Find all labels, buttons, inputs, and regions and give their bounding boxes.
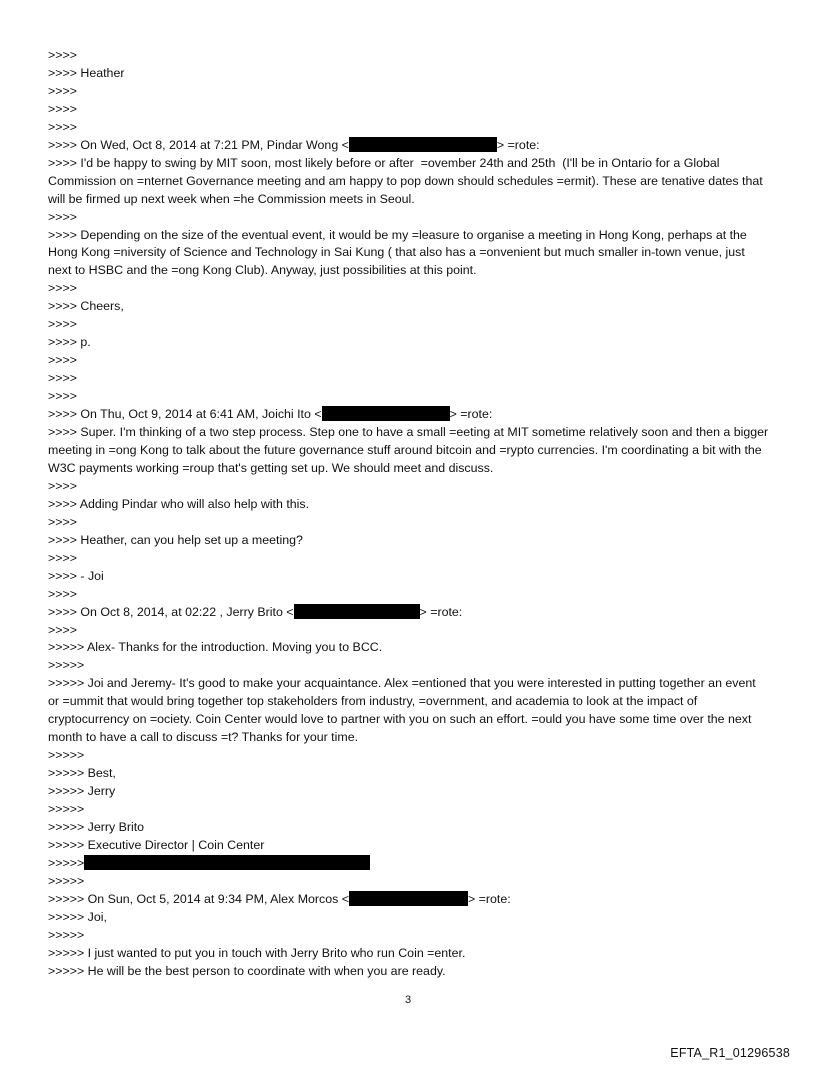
email-line: >>>> bbox=[48, 281, 77, 296]
email-line: >>>>> Joi, bbox=[48, 909, 107, 924]
line-text-after-redaction: > =rote: bbox=[449, 407, 493, 422]
email-line: >>>>> I just wanted to put you in touch with Jerry Brito who run Coin =enter. bbox=[48, 945, 466, 960]
line-text-after-redaction: > =rote: bbox=[496, 137, 540, 152]
email-line: >>>> I'd be happy to swing by MIT soon, most likely before or after =ovember 24th and 25th (I'll be in Ontario for a Global Commission on =nternet Governance meeting and am happy to pop down should schedules =ermit). These are tenative dates that will be firmed up next week when =he Commission meets in Seoul. bbox=[48, 155, 767, 206]
email-line: >>>> bbox=[48, 101, 77, 116]
email-line: >>>> bbox=[48, 586, 77, 601]
email-line: >>>> bbox=[48, 353, 77, 368]
email-line: >>>>> He will be the best person to coordinate with when you are ready. bbox=[48, 963, 446, 978]
email-line bbox=[48, 137, 770, 155]
email-line: >>>>> Best, bbox=[48, 766, 116, 781]
email-line: >>>> Depending on the size of the eventual event, it would be my =leasure to organise a meeting in Hong Kong, perhaps at the Hong Kong =niversity of Science and Technology in Sai Kung ( that also has a =onvenient but much smaller in-town venue, just next to HSBC and the =ong Kong Club). Anyway, just possibilities at this point. bbox=[48, 227, 751, 278]
line-text-before-redaction: >>>>> On Sun, Oct 5, 2014 at 9:34 PM, Alex Morcos < bbox=[48, 891, 349, 906]
email-line bbox=[48, 406, 770, 424]
email-line: >>>> p. bbox=[48, 335, 91, 350]
redaction-bar bbox=[349, 891, 468, 906]
email-line: >>>>> bbox=[48, 927, 85, 942]
email-line: >>>> - Joi bbox=[48, 568, 104, 583]
email-line: >>>>> Jerry Brito bbox=[48, 819, 145, 834]
email-line: >>>>> bbox=[48, 658, 85, 673]
email-line: >>>> bbox=[48, 514, 77, 529]
email-line: >>>> Adding Pindar who will also help with this. bbox=[48, 496, 310, 511]
redaction-bar bbox=[322, 406, 450, 421]
email-line: >>>> bbox=[48, 209, 77, 224]
email-line bbox=[48, 604, 770, 622]
line-text-after-redaction: > =rote: bbox=[468, 891, 511, 906]
line-text-after-redaction: > =rote: bbox=[419, 604, 463, 619]
email-line bbox=[48, 891, 770, 909]
line-text-before-redaction: >>>> On Thu, Oct 9, 2014 at 6:41 AM, Joichi Ito < bbox=[48, 407, 322, 422]
email-line: >>>> bbox=[48, 48, 77, 62]
email-line: >>>>> Executive Director | Coin Center bbox=[48, 837, 265, 852]
redaction-bar bbox=[84, 855, 370, 870]
email-line: >>>> bbox=[48, 550, 77, 565]
email-thread-body bbox=[48, 47, 770, 981]
line-text-before-redaction: >>>>> bbox=[48, 855, 85, 870]
email-line: >>>> bbox=[48, 119, 77, 134]
email-line: >>>>> Joi and Jeremy- It's good to make your acquaintance. Alex =entioned that you were interested in putting together an event or =ummit that would bring together top stakeholders from industry, =overnment, and academia to look at the impact of cryptocurrency on =ociety. Coin Center would love to partner with you on such an effort. =ould you have some time over the next month to have a call to discuss =t? Thanks for your time. bbox=[48, 676, 760, 745]
email-line: >>>> bbox=[48, 317, 77, 332]
email-line: >>>>> bbox=[48, 802, 85, 817]
page-number: 3 bbox=[404, 994, 412, 1006]
email-line: >>>> bbox=[48, 478, 77, 493]
line-text-before-redaction: >>>> On Wed, Oct 8, 2014 at 7:21 PM, Pindar Wong < bbox=[48, 137, 349, 152]
email-line: >>>> Cheers, bbox=[48, 299, 124, 314]
email-line: >>>>> bbox=[48, 873, 85, 888]
email-line: >>>> bbox=[48, 389, 77, 404]
email-line: >>>> bbox=[48, 83, 77, 98]
email-line bbox=[48, 855, 770, 873]
email-line: >>>>> bbox=[48, 748, 85, 763]
email-line: >>>> bbox=[48, 622, 77, 637]
email-line: >>>> bbox=[48, 371, 77, 386]
redaction-bar bbox=[294, 604, 420, 619]
line-text-before-redaction: >>>> On Oct 8, 2014, at 02:22 , Jerry Brito < bbox=[48, 604, 294, 619]
email-line: >>>>> Alex- Thanks for the introduction. Moving you to BCC. bbox=[48, 640, 383, 655]
email-line: >>>> Heather bbox=[48, 65, 125, 80]
document-id: EFTA_R1_01296538 bbox=[670, 1046, 790, 1060]
email-line: >>>> Super. I'm thinking of a two step process. Step one to have a small =eeting at MIT sometime relatively soon and then a bigger meeting in =ong Kong to talk about the future governance stuff around bitcoin and =rypto currencies. I'm coordinating a bit with the W3C payments working =roup that's getting set up. We should meet and discuss. bbox=[48, 425, 772, 475]
redaction-bar bbox=[349, 137, 497, 152]
email-line: >>>> Heather, can you help set up a meeting? bbox=[48, 532, 303, 547]
email-line: >>>>> Jerry bbox=[48, 784, 116, 799]
